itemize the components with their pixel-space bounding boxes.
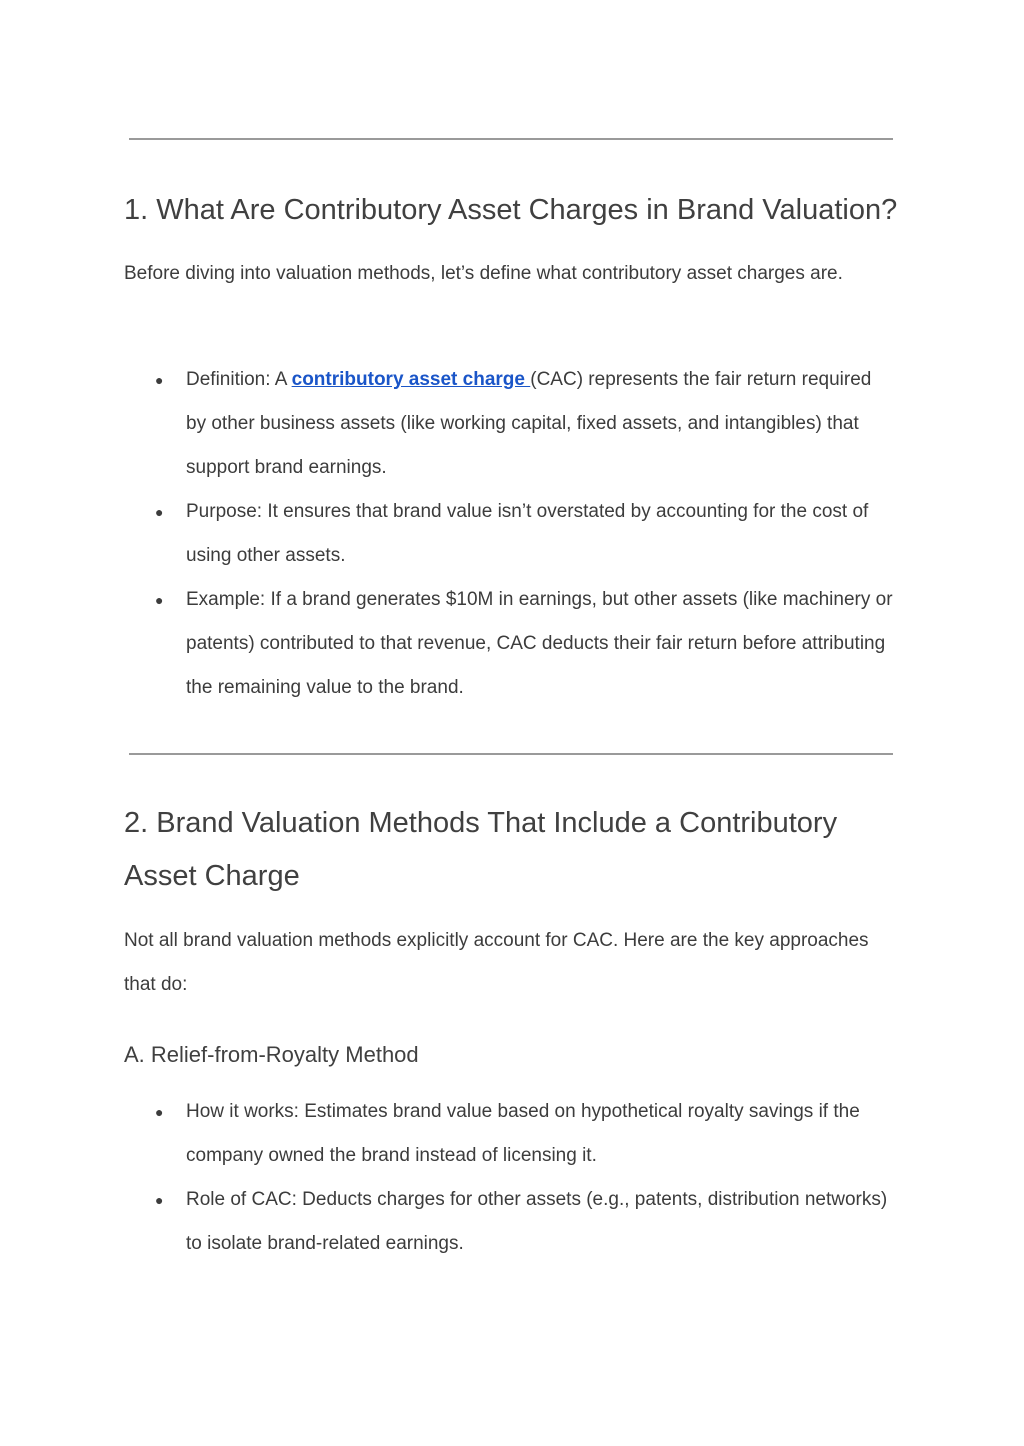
contributory-asset-charge-link[interactable]: contributory asset charge bbox=[291, 369, 531, 390]
section-1-intro: Before diving into valuation methods, let’s define what contributory asset charges are. bbox=[124, 263, 843, 284]
list-item bbox=[124, 490, 894, 578]
section-2-heading: 2. Brand Valuation Methods That Include a Contributory Asset Charge bbox=[124, 807, 838, 892]
subsection-a-bullet-list bbox=[124, 1090, 894, 1266]
bullet-icon: ● bbox=[155, 592, 164, 608]
list-item bbox=[124, 578, 894, 710]
definition-prefix: Definition: A bbox=[186, 369, 292, 390]
role-of-cac-text: Role of CAC: Deducts charges for other assets (e.g., patents, distribution networks) to isolate brand-related earnings. bbox=[186, 1189, 888, 1254]
definition-suffix: (CAC) represents the fair return required by other business assets (like working capital, fixed assets, and intangibles) that support brand earnings. bbox=[186, 369, 872, 478]
section-2-intro: Not all brand valuation methods explicitly account for CAC. Here are the key approaches that do: bbox=[124, 930, 869, 995]
bullet-icon: ● bbox=[155, 1104, 164, 1120]
list-item bbox=[124, 1090, 894, 1178]
section-1-bullet-list bbox=[124, 358, 894, 710]
how-it-works-text: How it works: Estimates brand value based on hypothetical royalty savings if the company owned the brand instead of licensing it. bbox=[186, 1101, 860, 1166]
bullet-icon: ● bbox=[155, 504, 164, 520]
example-text: Example: If a brand generates $10M in earnings, but other assets (like machinery or patents) contributed to that revenue, CAC deducts their fair return before attributing the remaining value to the brand. bbox=[186, 589, 893, 698]
horizontal-divider bbox=[129, 753, 893, 755]
list-item bbox=[124, 1178, 894, 1266]
section-1-heading: 1. What Are Contributory Asset Charges in Brand Valuation? bbox=[124, 194, 898, 226]
list-item bbox=[124, 358, 894, 490]
subsection-a-heading: A. Relief-from-Royalty Method bbox=[124, 1042, 419, 1067]
purpose-text: Purpose: It ensures that brand value isn’t overstated by accounting for the cost of using other assets. bbox=[186, 501, 869, 566]
bullet-icon: ● bbox=[155, 372, 164, 388]
horizontal-divider bbox=[129, 138, 893, 140]
bullet-icon: ● bbox=[155, 1192, 164, 1208]
